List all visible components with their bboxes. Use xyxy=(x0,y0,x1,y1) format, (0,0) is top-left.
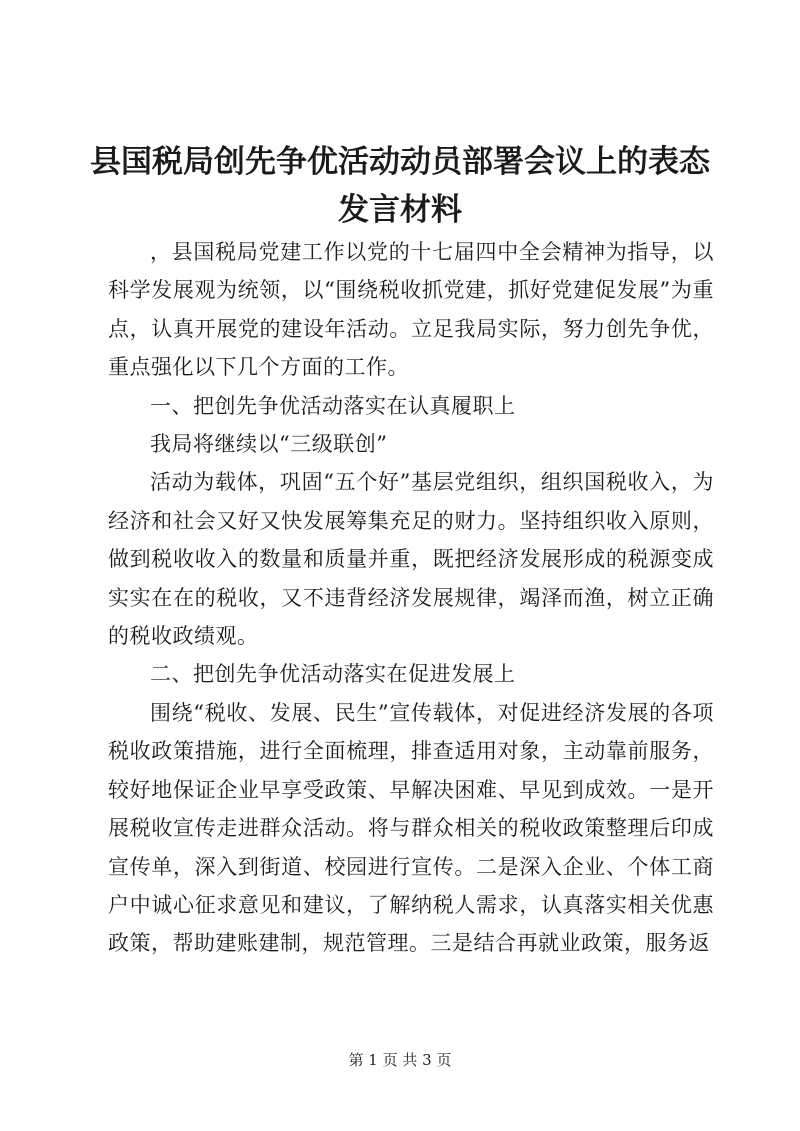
paragraph: 活动为载体，巩固“五个好”基层党组织，组织国税收入，为经济和社会又好又快发展筹集充足的财力。坚持组织收入原则，做到税收收入的数量和质量并重，既把经济发展形成的税源变成实实在在的税收，又不违背经济发展规律，竭泽而渔，树立正确的税收政绩观。 xyxy=(108,470,714,649)
paragraph: 我局将继续以“三级联创” xyxy=(150,432,388,457)
section-heading-2: 二、把创先争优活动落实在促进发展上 xyxy=(150,662,516,687)
document-body xyxy=(108,233,714,963)
paragraph-intro: ，县国税局党建工作以党的十七届四中全会精神为指导，以科学发展观为统领，以“围绕税收抓党建，抓好党建促发展”为重点，认真开展党的建设年活动。立足我局实际，努力创先争优，重点强化以下几个方面的工作。 xyxy=(108,240,714,380)
page-footer: 第 1 页 共 3 页 xyxy=(348,1051,452,1069)
paragraph: 围绕“税收、发展、民生”宣传载体，对促进经济发展的各项税收政策措施，进行全面梳理，排查适用对象，主动靠前服务，较好地保证企业早享受政策、早解决困难、早见到成效。一是开展税收宣传走进群众活动。将与群众相关的税收政策整理后印成宣传单，深入到街道、校园进行宣传。二是深入企业、个体工商户中诚心征求意见和建议，了解纳税人需求，认真落实相关优惠政策，帮助建账建制，规范管理。三是结合再就业政策，服务返 xyxy=(108,700,714,956)
document-title: 县国税局创先争优活动动员部署会议上的表态发言材料 xyxy=(90,144,710,228)
section-heading-1: 一、把创先争优活动落实在认真履职上 xyxy=(150,393,516,418)
